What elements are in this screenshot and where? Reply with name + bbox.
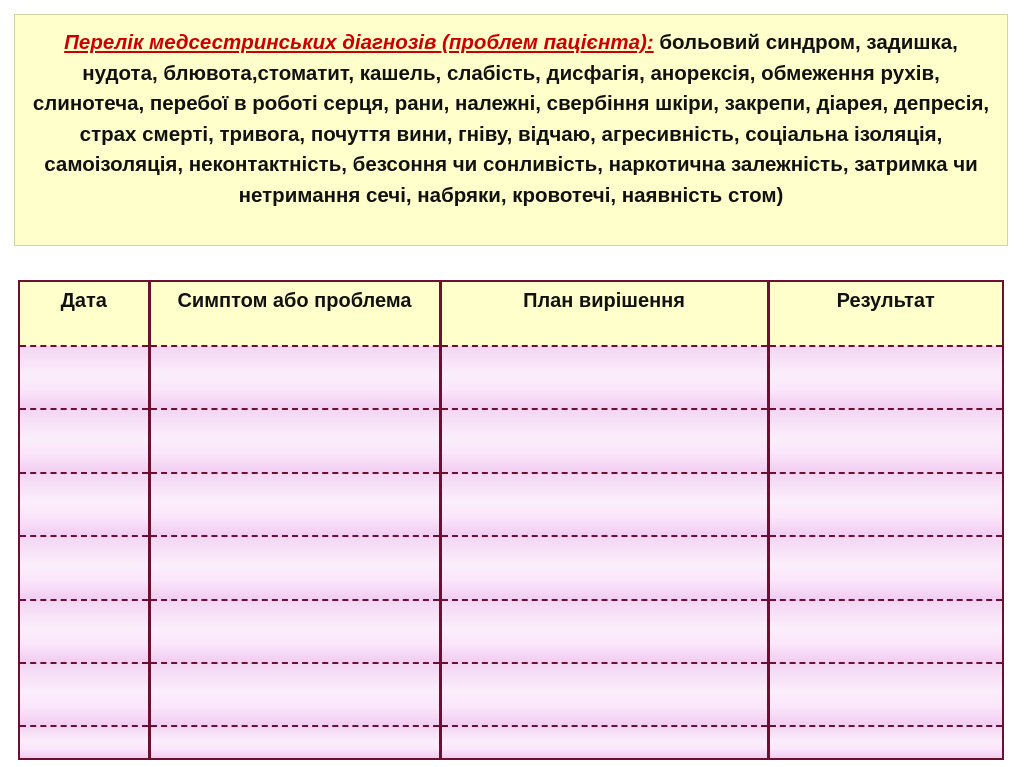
table-cell-symptom[interactable] xyxy=(149,346,440,409)
table-cell-result[interactable] xyxy=(768,536,1002,599)
table-row xyxy=(20,600,1002,663)
table-cell-plan[interactable] xyxy=(440,536,768,599)
table-cell-plan[interactable] xyxy=(440,600,768,663)
header-result: Результат xyxy=(768,282,1002,346)
table-cell-date[interactable] xyxy=(20,536,149,599)
table-row xyxy=(20,346,1002,409)
table-cell-date[interactable] xyxy=(20,726,149,758)
nursing-care-table-frame xyxy=(18,280,1004,760)
header-symptom-or-problem: Симптом або проблема xyxy=(149,282,440,346)
table-cell-result[interactable] xyxy=(768,346,1002,409)
diagnoses-list-text: больовий синдром, задишка, нудота, блювота,стоматит, кашель, слабість, дисфагія, анорексія, обмеження рухів, слинотеча, перебої в роботі серця, рани, належні, свербіння шкіри, закрепи, діарея, депресія, страх смерті, тривога, почуття вини, гніву, відчаю, агресивність, соціальна ізоляція, самоізоляція, неконтактність, безсоння чи сонливість, наркотична залежність, затримка чи нетримання сечі, набряки, кровотечі, наявність стом) xyxy=(32,31,990,207)
table-cell-plan[interactable] xyxy=(440,473,768,536)
table-cell-plan[interactable] xyxy=(440,346,768,409)
table-cell-plan[interactable] xyxy=(440,726,768,758)
diagnoses-list-title: Перелік медсестринських діагнозів (проблем пацієнта): xyxy=(64,31,654,54)
nursing-care-table xyxy=(20,282,1002,758)
table-row xyxy=(20,663,1002,726)
table-cell-date[interactable] xyxy=(20,346,149,409)
table-cell-plan[interactable] xyxy=(440,409,768,472)
table-cell-result[interactable] xyxy=(768,663,1002,726)
diagnoses-info-box xyxy=(14,14,1008,246)
table-cell-date[interactable] xyxy=(20,473,149,536)
header-date: Дата xyxy=(20,282,149,346)
table-cell-symptom[interactable] xyxy=(149,663,440,726)
table-header-row xyxy=(20,282,1002,346)
table-row xyxy=(20,726,1002,758)
table-cell-symptom[interactable] xyxy=(149,409,440,472)
table-cell-date[interactable] xyxy=(20,409,149,472)
table-cell-symptom[interactable] xyxy=(149,536,440,599)
header-solution-plan: План вирішення xyxy=(440,282,768,346)
table-cell-result[interactable] xyxy=(768,473,1002,536)
table-cell-symptom[interactable] xyxy=(149,473,440,536)
table-cell-symptom[interactable] xyxy=(149,726,440,758)
table-cell-result[interactable] xyxy=(768,600,1002,663)
table-row xyxy=(20,409,1002,472)
table-row xyxy=(20,536,1002,599)
table-row xyxy=(20,473,1002,536)
table-cell-date[interactable] xyxy=(20,600,149,663)
table-cell-result[interactable] xyxy=(768,726,1002,758)
table-cell-plan[interactable] xyxy=(440,663,768,726)
table-cell-result[interactable] xyxy=(768,409,1002,472)
table-cell-date[interactable] xyxy=(20,663,149,726)
table-cell-symptom[interactable] xyxy=(149,600,440,663)
